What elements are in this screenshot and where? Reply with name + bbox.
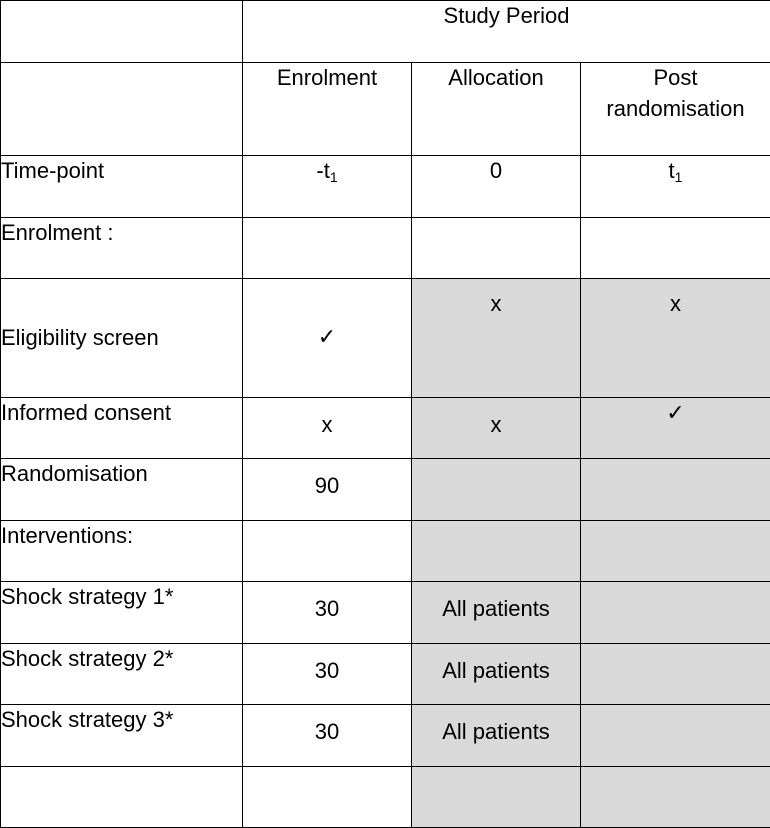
eligibility-enrolment-cell (243, 279, 412, 398)
consent-allocation-mark: x (412, 398, 581, 459)
final-allocation-cell (412, 767, 581, 828)
enrolment-section-label: Enrolment : (1, 218, 243, 279)
timepoint-post-cell (581, 156, 770, 218)
header-corner-cell (1, 1, 243, 63)
shock1-allocation-value: All patients (412, 582, 581, 644)
randomisation-label: Randomisation (1, 459, 243, 521)
table-row-randomisation (1, 459, 770, 521)
interventions-section-post-cell (581, 521, 770, 582)
timepoint-enrolment-value: -t (316, 158, 329, 183)
enrolment-section-enrolment-cell (243, 218, 412, 279)
final-label-cell (1, 767, 243, 828)
eligibility-allocation-cell (412, 279, 581, 398)
post-header-line1: Post (654, 65, 698, 90)
shock1-enrolment-value: 30 (243, 582, 412, 644)
shock3-post-cell (581, 705, 770, 767)
final-post-cell (581, 767, 770, 828)
post-header-line2: randomisation (606, 96, 744, 121)
header-row-phases (1, 63, 770, 156)
shock1-post-cell (581, 582, 770, 644)
shock2-post-cell (581, 644, 770, 705)
header-row-study-period (1, 1, 770, 63)
interventions-section-label: Interventions: (1, 521, 243, 582)
post-randomisation-column-header (581, 63, 770, 156)
eligibility-allocation-mark: x (491, 289, 502, 320)
eligibility-post-cell (581, 279, 770, 398)
shock1-label: Shock strategy 1* (1, 582, 243, 644)
table-row-shock-strategy-3 (1, 705, 770, 767)
shock2-enrolment-value: 30 (243, 644, 412, 705)
eligibility-post-mark: x (670, 289, 681, 320)
table-row-shock-strategy-2 (1, 644, 770, 705)
consent-label: Informed consent (1, 398, 243, 459)
shock3-allocation-value: All patients (412, 705, 581, 767)
randomisation-enrolment-value: 90 (243, 459, 412, 521)
shock2-label: Shock strategy 2* (1, 644, 243, 705)
allocation-column-header: Allocation (412, 63, 581, 156)
table-row-blank-final (1, 767, 770, 828)
table-row-timepoint (1, 156, 770, 218)
enrolment-section-post-cell (581, 218, 770, 279)
check-icon: ✓ (666, 399, 684, 430)
interventions-section-allocation-cell (412, 521, 581, 582)
timepoint-enrolment-subscript: 1 (330, 169, 338, 185)
timepoint-post-subscript: 1 (675, 169, 683, 185)
randomisation-post-cell (581, 459, 770, 521)
timepoint-label: Time-point (1, 156, 243, 218)
timepoint-enrolment-cell (243, 156, 412, 218)
interventions-section-enrolment-cell (243, 521, 412, 582)
consent-enrolment-mark: x (243, 398, 412, 459)
consent-post-cell (581, 398, 770, 459)
enrolment-column-header: Enrolment (243, 63, 412, 156)
shock2-allocation-value: All patients (412, 644, 581, 705)
timepoint-allocation-value: 0 (412, 156, 581, 218)
eligibility-label: Eligibility screen (1, 279, 243, 398)
table-row-shock-strategy-1 (1, 582, 770, 644)
table-row-interventions-section (1, 521, 770, 582)
header-phases-corner-cell (1, 63, 243, 156)
table-row-enrolment-section (1, 218, 770, 279)
randomisation-allocation-cell (412, 459, 581, 521)
final-enrolment-cell (243, 767, 412, 828)
timepoint-post-value: t (669, 158, 675, 183)
shock3-label: Shock strategy 3* (1, 705, 243, 767)
table-row-eligibility (1, 279, 770, 398)
check-icon: ✓ (318, 325, 336, 350)
study-period-header: Study Period (243, 1, 770, 63)
enrolment-section-allocation-cell (412, 218, 581, 279)
table-row-consent (1, 398, 770, 459)
shock3-enrolment-value: 30 (243, 705, 412, 767)
